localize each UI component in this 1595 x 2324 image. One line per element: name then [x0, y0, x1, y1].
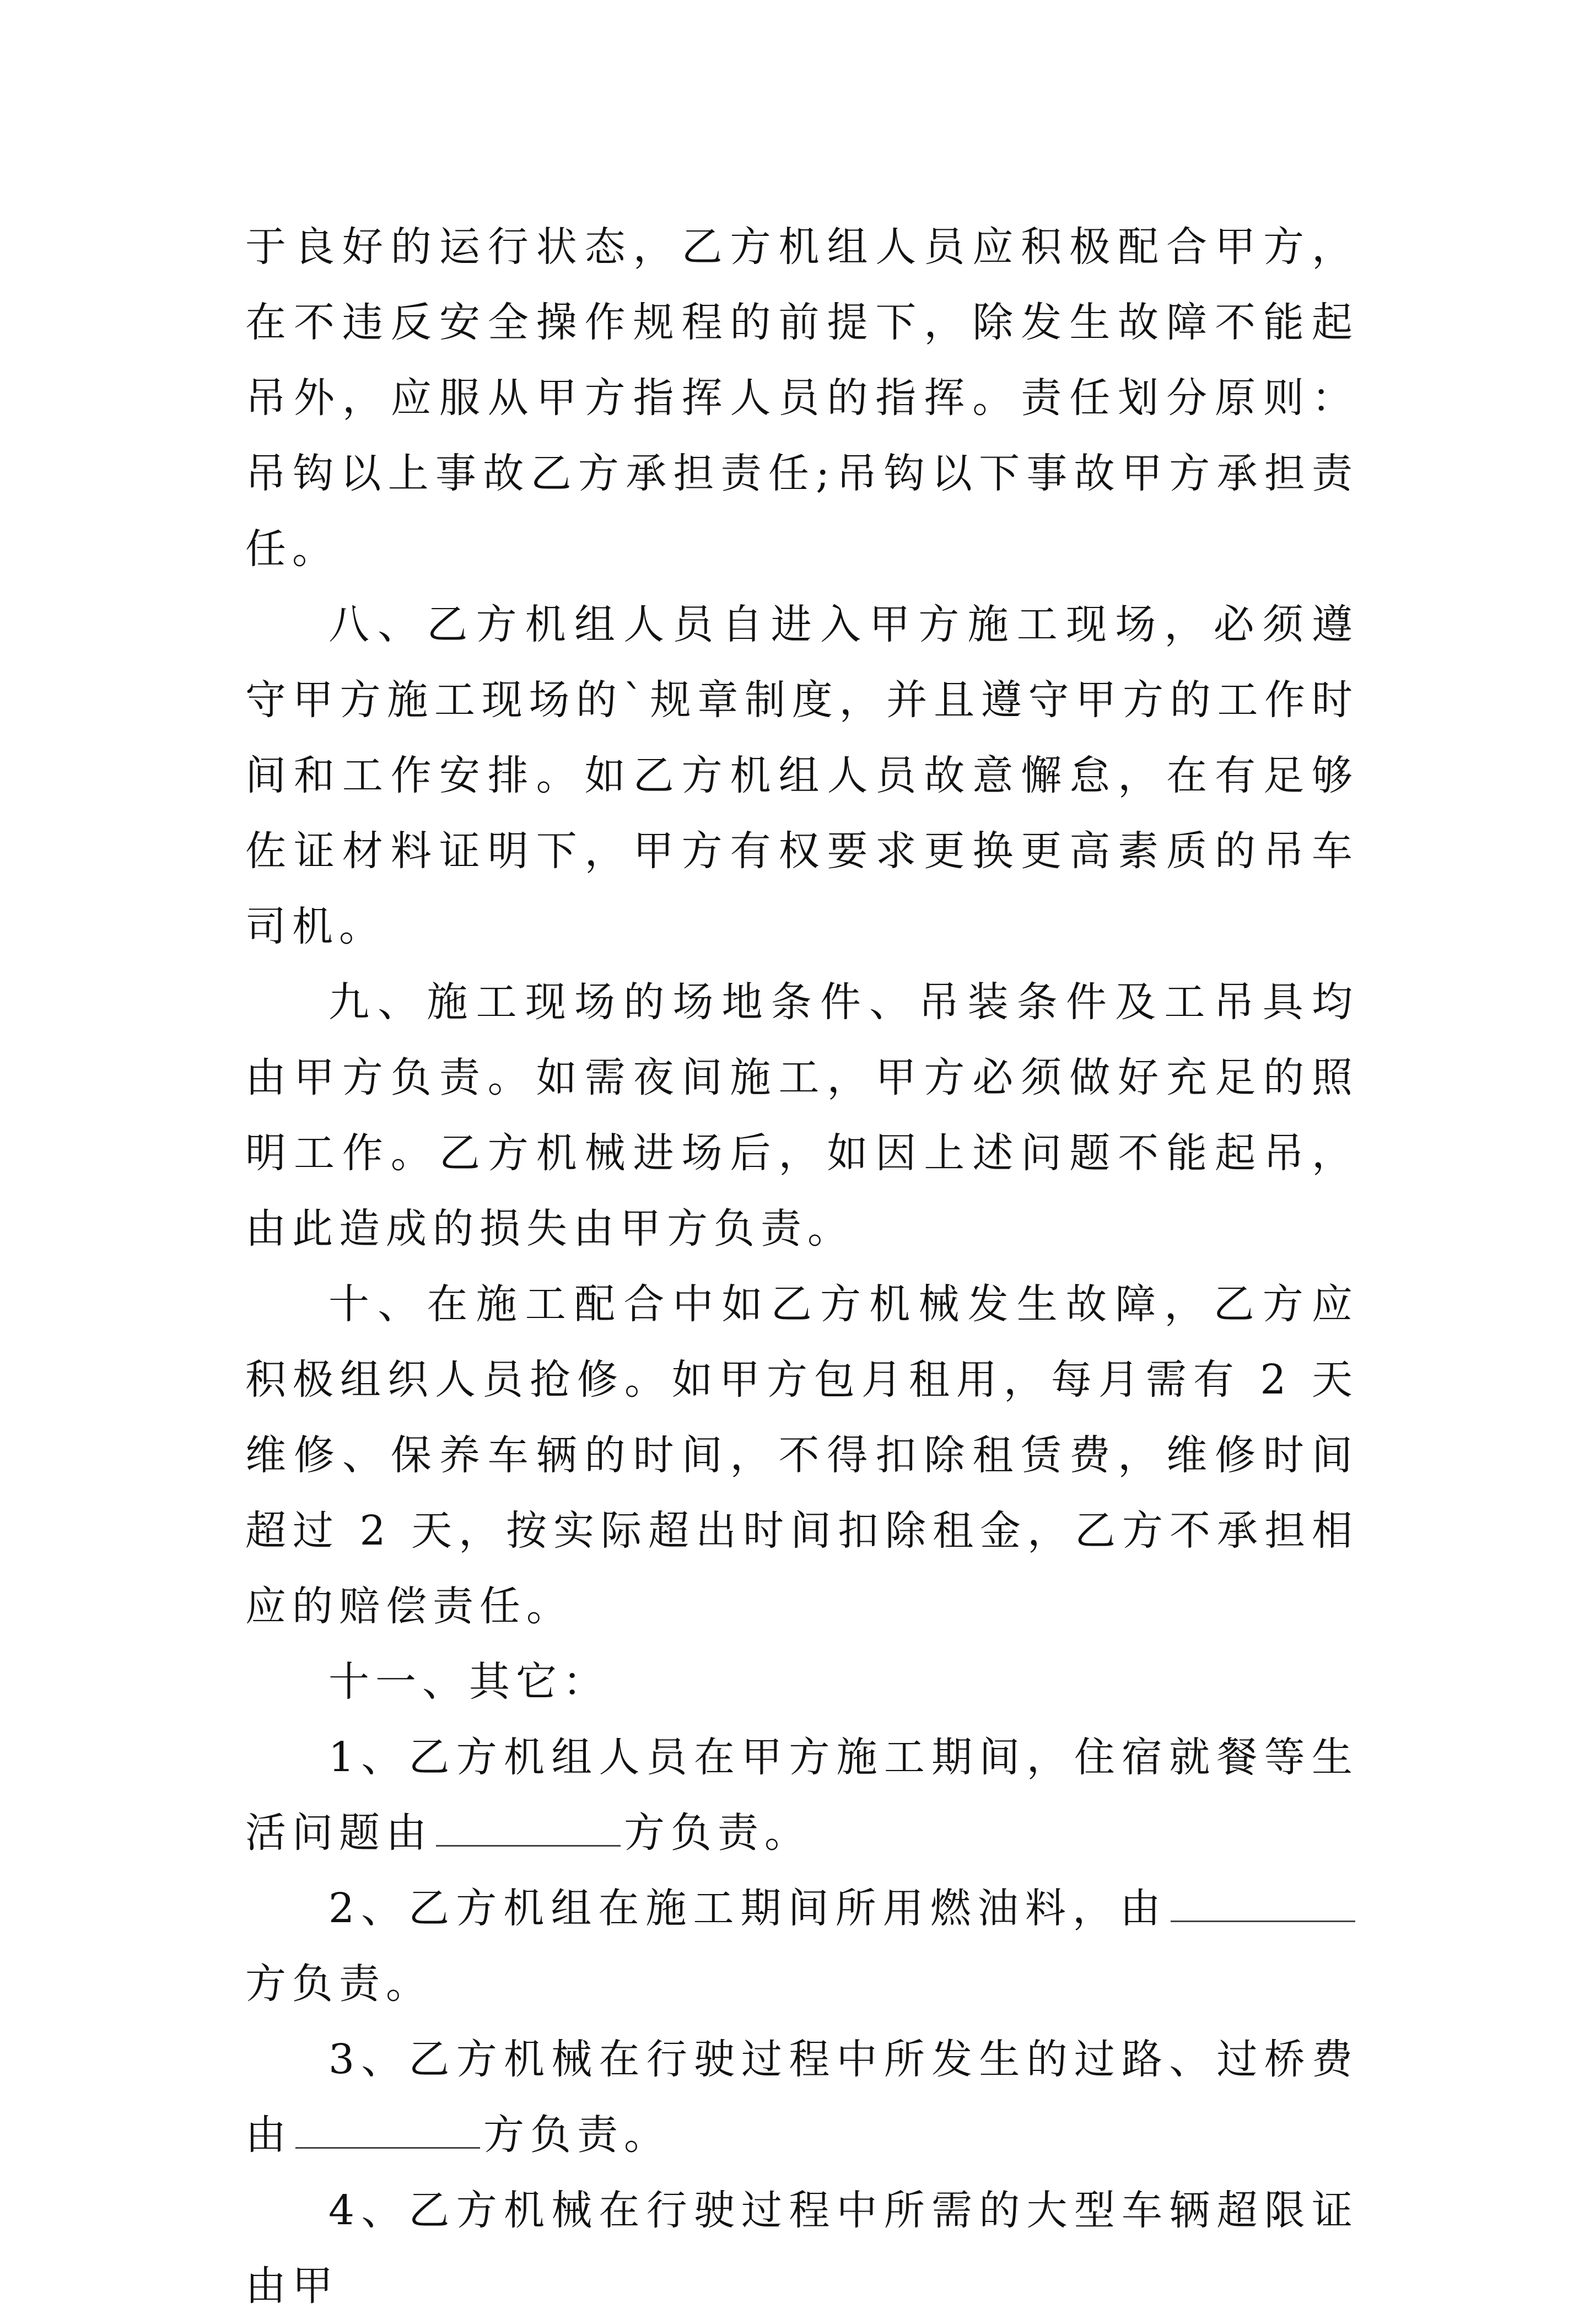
- item-1-text-a: 1、乙方机组人员在甲方施工期间，住宿就餐等生活问题由: [245, 1734, 1359, 1857]
- item-4: 4、乙方机械在行驶过程中所需的大型车辆超限证由甲: [245, 2187, 1359, 2310]
- item-2-blank-line: [1171, 1887, 1355, 1922]
- item-2-text-a: 2、乙方机组在施工期间所用燃油料，由: [328, 1885, 1167, 1932]
- paragraph-10: 十、在施工配合中如乙方机械发生故障，乙方应积极组织人员抢修。如甲方包月租用，每月需有 2 天维修、保养车辆的时间，不得扣除租赁费，维修时间超过 2 天，按实际超出时间扣除租金，乙方不承担相应的赔偿责任。: [245, 1281, 1359, 1630]
- item-3-text-a: 3、乙方机械在行驶过程中所发生的过路、过桥费由: [245, 2036, 1359, 2159]
- paragraph-7-continued: 于良好的运行状态，乙方机组人员应积极配合甲方，在不违反安全操作规程的前提下，除发生故障不能起吊外，应服从甲方指挥人员的指挥。责任划分原则：吊钩以上事故乙方承担责任;吊钩以下事故甲方承担责任。: [245, 223, 1359, 573]
- item-3-text-b: 方负责。: [483, 2111, 671, 2159]
- paragraph-9: 九、施工现场的场地条件、吊装条件及工吊具均由甲方负责。如需夜间施工，甲方必须做好充足的照明工作。乙方机械进场后，如因上述问题不能起吊，由此造成的损失由甲方负责。: [245, 978, 1359, 1252]
- item-2: [245, 1871, 1359, 2022]
- item-3-blank-line: [295, 2114, 480, 2149]
- item-1: [245, 1720, 1359, 1871]
- paragraph-8: 八、乙方机组人员自进入甲方施工现场，必须遵守甲方施工现场的`规章制度，并且遵守甲方的工作时间和工作安排。如乙方机组人员故意懈怠，在有足够佐证材料证明下，甲方有权要求更换更高素质的吊车司机。: [245, 601, 1359, 950]
- item-3: [245, 2022, 1359, 2173]
- item-1-text-b: 方负责。: [624, 1809, 811, 1857]
- paragraph-11-heading: 十一、其它：: [328, 1658, 610, 1706]
- item-1-blank-line: [436, 1812, 621, 1847]
- document-body: [245, 209, 1359, 2324]
- item-2-text-b: 方负责。: [245, 1960, 433, 2008]
